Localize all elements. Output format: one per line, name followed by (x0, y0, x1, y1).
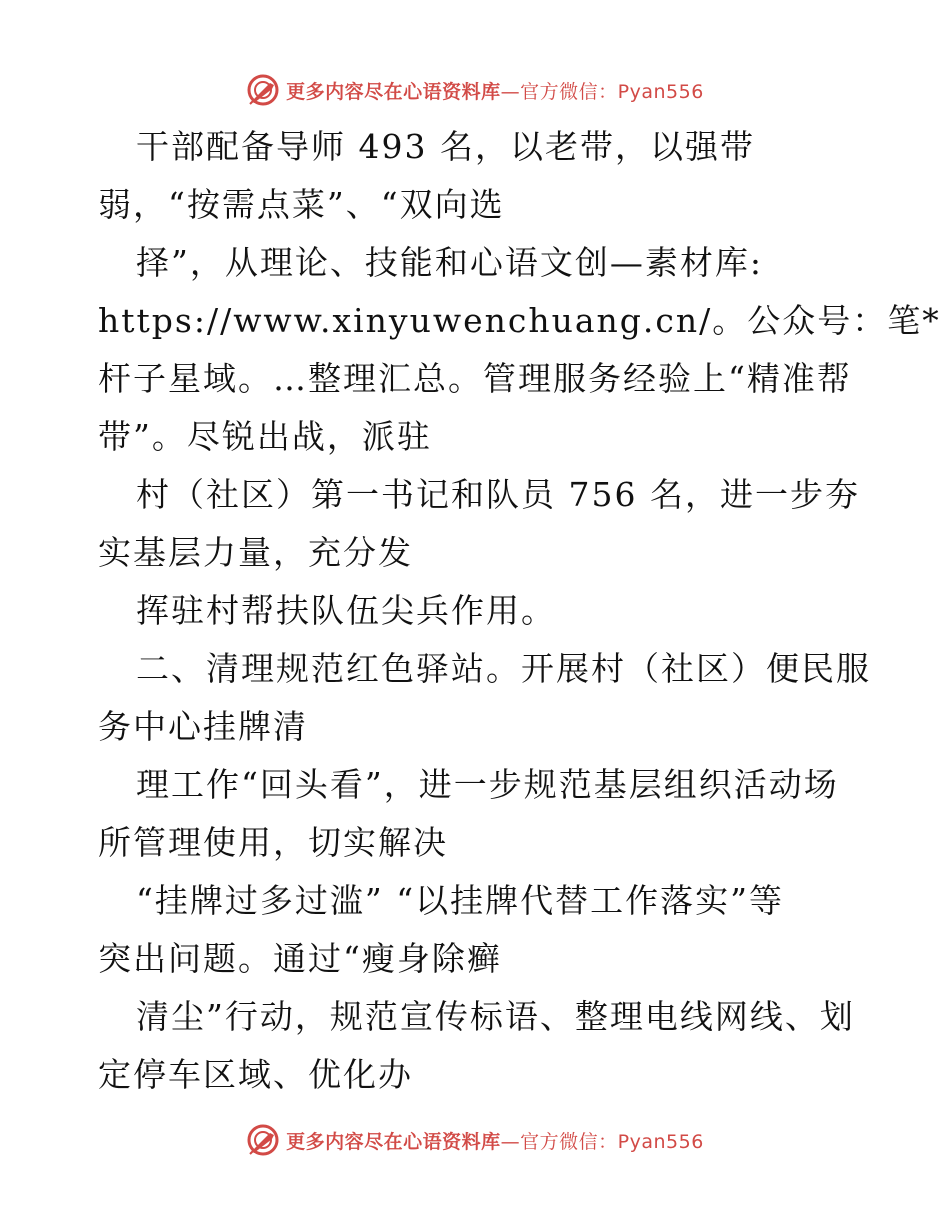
text-line: 挥驻村帮扶队伍尖兵作用。 (136, 591, 556, 630)
banner-title: 更多内容尽在心语资料库 (286, 1130, 501, 1153)
banner-text (286, 1127, 704, 1154)
text-line: 干部配备导师 493 名，以老带，以强带 (136, 127, 755, 166)
banner-separator: — (500, 80, 521, 103)
pen-logo-icon (246, 73, 280, 107)
banner-text (286, 77, 704, 104)
banner-wechat: 官方微信：Pyan556 (520, 1130, 704, 1153)
text-line: 务中心挂牌清 (98, 707, 308, 746)
text-line: 理工作“回头看”，进一步规范基层组织活动场 (136, 765, 839, 804)
text-line: 清尘”行动，规范宣传标语、整理电线网线、划 (136, 997, 855, 1036)
text-line: 带”。尽锐出战，派驻 (98, 417, 432, 456)
banner-separator: — (500, 1130, 521, 1153)
banner-wechat: 官方微信：Pyan556 (520, 80, 704, 103)
text-line: 村（社区）第一书记和队员 756 名，进一步夯 (136, 475, 860, 514)
pen-logo-icon (246, 1123, 280, 1157)
banner-title: 更多内容尽在心语资料库 (286, 80, 501, 103)
text-line: 突出问题。通过“瘦身除癣 (98, 939, 502, 978)
text-line: 二、清理规范红色驿站。开展村（社区）便民服 (136, 649, 871, 688)
text-line: 实基层力量，充分发 (98, 533, 413, 572)
text-line: 择”，从理论、技能和心语文创—素材库: (136, 243, 763, 282)
document-body (98, 118, 941, 1104)
text-line: 所管理使用，切实解决 (98, 823, 448, 862)
text-line: 杆子星域。…整理汇总。管理服务经验上“精准帮 (98, 359, 852, 398)
footer-banner (0, 1120, 950, 1160)
text-line: 弱，“按需点菜”、“双向选 (98, 185, 505, 224)
text-line: 定停车区域、优化办 (98, 1055, 413, 1094)
header-banner (0, 70, 950, 110)
text-line: “挂牌过多过滥” “以挂牌代替工作落实”等 (136, 881, 784, 920)
text-line: https://www.xinyuwenchuang.cn/。公众号：笔* (98, 301, 941, 340)
